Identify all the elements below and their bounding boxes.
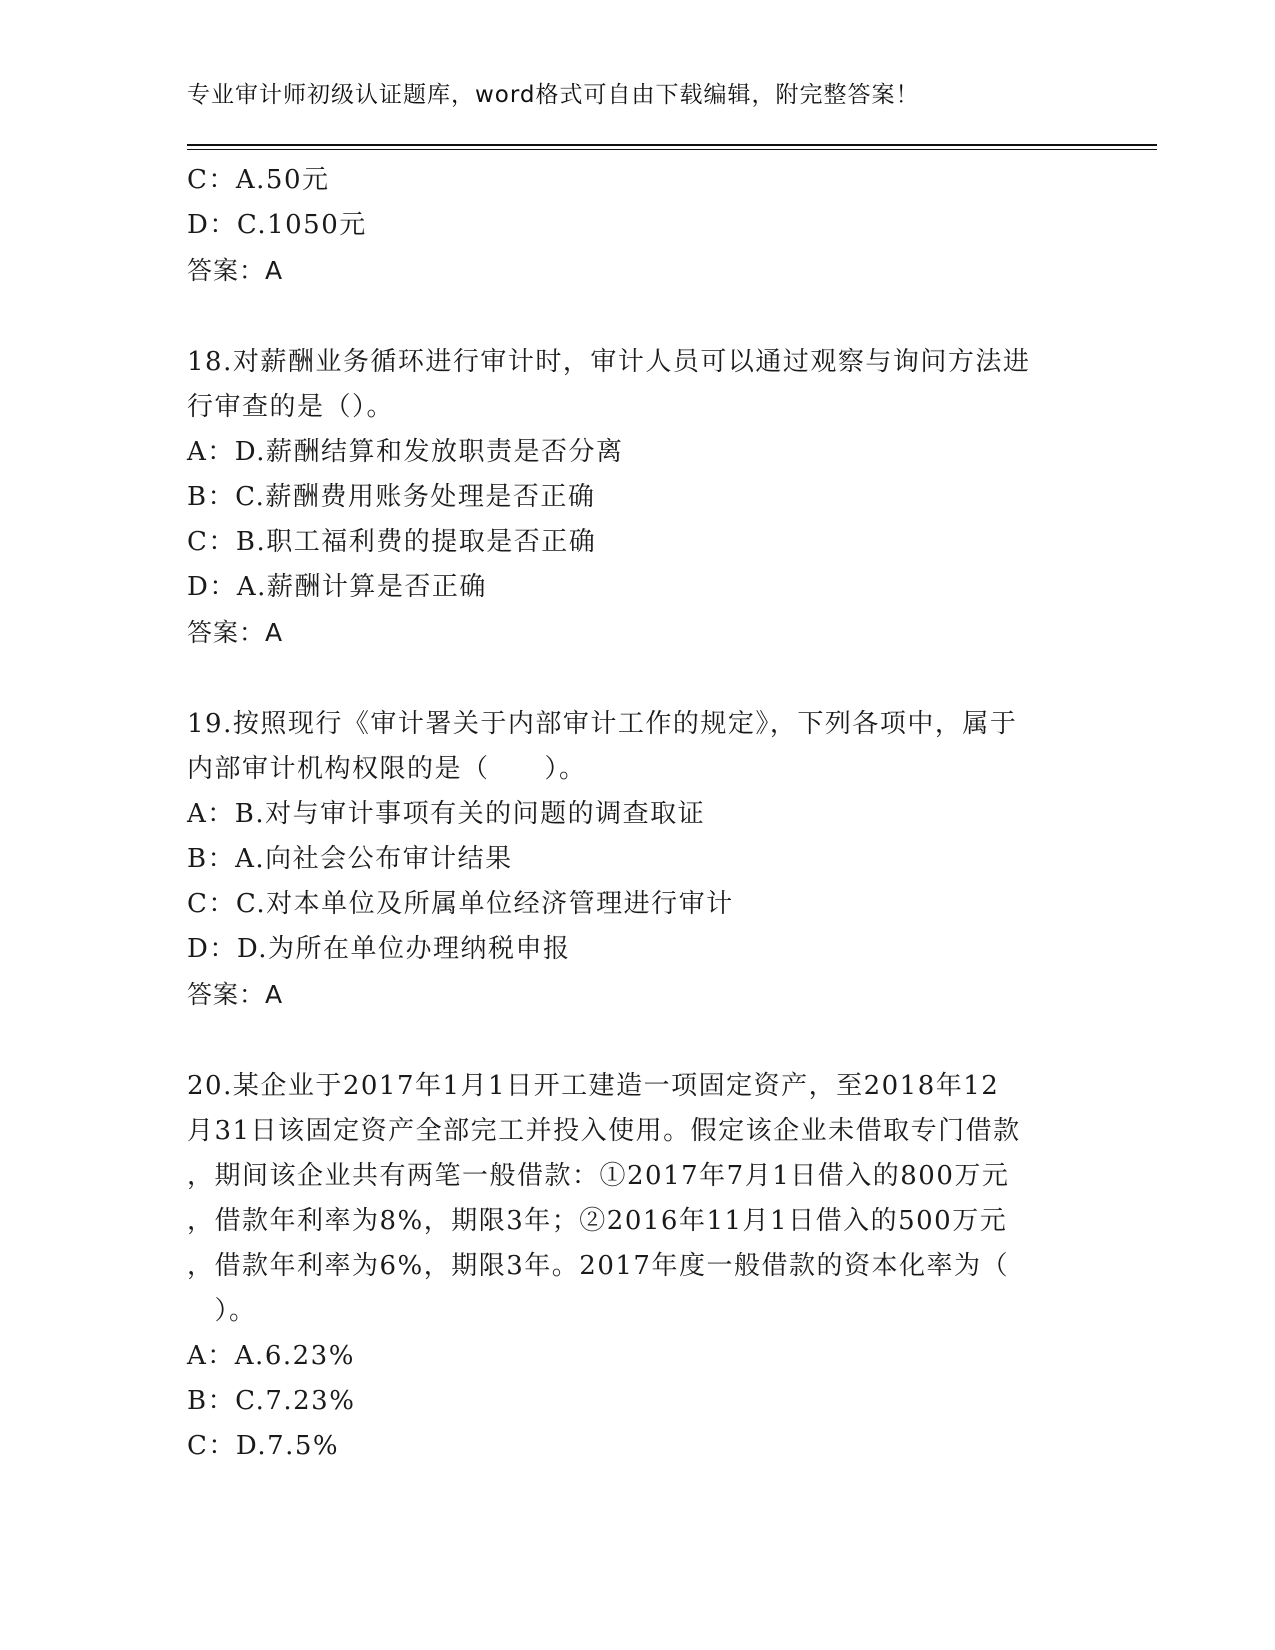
question-18-option-a: A：D.薪酬结算和发放职责是否分离	[187, 437, 624, 467]
question-20-text: 月31日该固定资产全部完工并投入使用。假定该企业未借取专门借款	[187, 1116, 1021, 1146]
question-19-text: 内部审计机构权限的是（ ）。	[187, 754, 587, 784]
question-content	[187, 158, 1087, 1469]
question-18-text: 行审查的是（）。	[187, 392, 395, 422]
header-rule-thick	[187, 144, 1157, 146]
option-d: D：C.1050元	[187, 210, 367, 240]
question-18-option-d: D：A.薪酬计算是否正确	[187, 572, 487, 602]
question-18-option-b: B：C.薪酬费用账务处理是否正确	[187, 482, 596, 512]
question-19-option-b: B：A.向社会公布审计结果	[187, 844, 513, 874]
question-20-option-c: C：D.7.5%	[187, 1431, 340, 1461]
question-20-text: ，借款年利率为8%，期限3年；②2016年11月1日借入的500万元	[187, 1206, 1008, 1236]
question-20-option-a: A：A.6.23%	[187, 1341, 355, 1371]
question-18-option-c: C：B.职工福利费的提取是否正确	[187, 527, 597, 557]
question-19-option-a: A：B.对与审计事项有关的问题的调查取证	[187, 799, 706, 829]
question-19-option-c: C：C.对本单位及所属单位经济管理进行审计	[187, 889, 734, 919]
question-19-text: 19.按照现行《审计署关于内部审计工作的规定》，下列各项中，属于	[187, 709, 1018, 739]
question-19-option-d: D：D.为所在单位办理纳税申报	[187, 934, 571, 964]
question-20-text: 20.某企业于2017年1月1日开工建造一项固定资产，至2018年12	[187, 1071, 1000, 1101]
page-header: 专业审计师初级认证题库，word格式可自由下载编辑，附完整答案！	[187, 82, 920, 108]
question-20-text: ）。	[187, 1296, 257, 1326]
question-20-text: ，期间该企业共有两笔一般借款：①2017年7月1日借入的800万元	[187, 1161, 1010, 1191]
question-18-answer: 答案：A	[187, 618, 284, 647]
question-20-text: ，借款年利率为6%，期限3年。2017年度一般借款的资本化率为（	[187, 1251, 1009, 1281]
option-c: C：A.50元	[187, 165, 330, 195]
question-18-text: 18.对薪酬业务循环进行审计时，审计人员可以通过观察与询问方法进	[187, 347, 1031, 377]
question-20-option-b: B：C.7.23%	[187, 1386, 356, 1416]
answer: 答案：A	[187, 256, 284, 285]
header-rule-thin	[187, 149, 1157, 150]
question-19-answer: 答案：A	[187, 980, 284, 1009]
